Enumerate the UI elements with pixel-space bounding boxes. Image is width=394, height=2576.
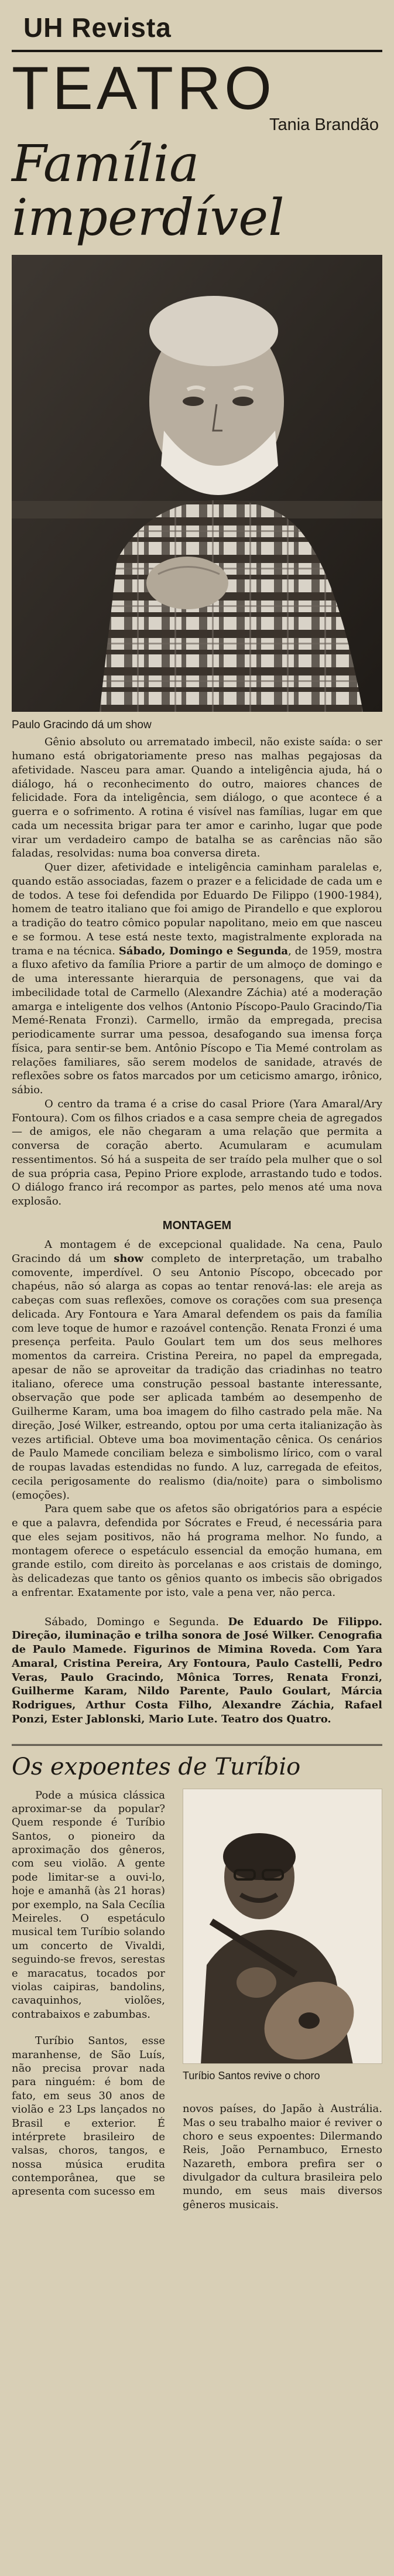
text-run: A montagem é de excepcional qualidade. Na cena, Paulo Gracindo dá um <box>12 1238 382 1265</box>
second-article <box>12 1789 382 2374</box>
paragraph: Pode a música clássica aproximar-se da popular? Quem responde é Turíbio Santos, o pioneiro da aproximação dos gêneros, com seu violão. A gente pode limitar-se a ouvi-lo, hoje e amanhã (às 21 horas) por exemplo, na Sala Cecília Meireles. O espetáculo musical tem Turíbio solando um concerto de Vivaldi, seguindo-se frevos, serestas e maracatus, tocados por violas caipiras, bandolins, cavaquinhos, violões, contrabaixos e zabumbas. <box>12 1789 165 2021</box>
subhead: MONTAGEM <box>162 1219 232 1232</box>
article-body <box>12 735 382 1599</box>
paragraph: Para quem sabe que os afetos são obrigatórios para a espécie e que a palavra, defendida por Sócrates e Freud, é necessária para que eles sejam positivos, não há programa melhor. No fundo, a montagem oferece o espetáculo essencial da emoção humana, em grande estilo, com direito às porcelanas e aos cristais de domingo, às delicadezas que tanto os gênios quanto os imbecis são obrigados a enfrentar. Exatamente por isto, vale a pena ver, não perca. <box>12 1503 382 1599</box>
play-credits <box>12 1615 382 1727</box>
credits-list: De Eduardo De Filippo. Direção, iluminação e trilha sonora de José Wilker. Cenografia de Paulo Mamede. Figurinos de Mimina Roveda. Com Yara Amaral, Cristina Pereira, Ary Fontoura, Paulo Castelli, Pedro Veras, Paulo Gracindo, Mônica Torres, Renata Fronzi, Guilherme Karam, Nildo Parente, Paulo Goulart, Márcia Rodrigues, Arthur Costa Filho, Alexandre Záchia, Rafael Ponzi, Ester Jablonski, Mario Lute. Teatro dos Quatro. <box>12 1615 382 1725</box>
play-title: Sábado, Domingo e Segunda <box>118 944 289 957</box>
second-article-right-column <box>183 1789 382 2212</box>
section-title: TEATRO <box>12 54 276 122</box>
paragraph: novos países, do Japão à Austrália. Mas o seu trabalho maior é reviver o choro e seus expoentes: Dilermando Reis, João Pernambuco, Ernesto Nazareth, embora prefira ser o divulgador da cultura brasileira pelo mundo, em seus mais diversos gêneros musicais. <box>183 2103 382 2211</box>
text-emphasis: show <box>114 1252 143 1265</box>
paragraph <box>12 1238 382 1502</box>
portrait-image <box>12 255 382 712</box>
divider <box>12 1744 382 1746</box>
photo-caption: Paulo Gracindo dá um show <box>12 719 152 732</box>
photo-turibio-santos <box>183 1789 382 2064</box>
paragraph: Gênio absoluto ou arrematado imbecil, não existe saída: o ser humano está obrigatoriamente preso nas malhas pegajosas da afetividade. Nasceu para amar. Quando a inteligência ajuda, há o diálogo, há o reconhecimento do outro, maiores chances de felicidade. Fora da inteligência, sem diálogo, o que acontece é a guerra e o sofrimento. A rotina é visível nas famílias, lugar em que cada um necessita brigar para ter amor e carinho, lugar que pode virar um verdadeiro campo de batalha se as carências não são faladas, resolvidas: numa boa conversa direta. <box>12 736 382 860</box>
second-article-title: Os expoentes de Turíbio <box>12 1753 301 1780</box>
second-article-left-column <box>12 1789 165 2199</box>
publication-kicker: UH Revista <box>23 12 172 43</box>
text-run: Sábado, Domingo e Segunda. <box>44 1615 228 1628</box>
byline: Tania Brandão <box>269 115 379 134</box>
paragraph: Turíbio Santos, esse maranhense, de São Luís, não precisa provar nada para ninguém: é bom de fato, em seus 30 anos de violão e 23 Lps lançados no Brasil e exterior. É intérprete brasileiro de valsas, choros, tangos, e nossa música erudita contemporânea, que se apresenta com sucesso em <box>12 2035 165 2198</box>
headline: Família imperdível <box>12 134 285 248</box>
paragraph: O centro da trama é a crise do casal Priore (Yara Amaral/Ary Fontoura). Com os filhos criados e a casa sempre cheia de agregados — de amigos, ele não chegaram a uma relação que permita a conversa de coração aberto. Acumularam e acumulam ressentimentos. Só há a suspeita de ser traído pela mulher que o sol de sua própria casa, Pepino Priore explode, arrastando tudo e todos. O diálogo franco irá recompor as partes, pelo menos até uma nova explosão. <box>12 1097 382 1208</box>
text-run: Quer dizer, afetividade e inteligência caminham paralelas e, quando estão associadas, fazem o prazer e a felicidade de cada um e de todos. A tese foi defendida por Eduardo De Filippo (1900-1984), homem de teatro italiano que foi amigo de Pirandello e que explorou a tradição do teatro cômico popular napolitano, meio em que nasceu e se formou. A tese está neste texto, magistralmente explorada na trama e na técnica. <box>12 861 382 957</box>
text-run: , de 1959, mostra a fluxo afetivo da família Priore a partir de um almoço de domingo e de uma interessante hierarquia de personagens, que vai da imbecilidade total de Carmello (Alexandre Záchia) até a moderação amarga e inteligente dos velhos (Antonio Píscopo-Paulo Gracindo/Tia Memé-Renata Fronzi). Carmello, irmão da empregada, precisa periodicamente surrar uma pessoa, desafogando sua imensa força física, para sentir-se bem. Antônio Píscopo e Tia Memé controlam as relações familiares, são serem modelos de sanidade, através de reflexões sobre os fatos marcados por um ceticismo amargo, irônico, sábio. <box>12 944 382 1097</box>
text-run: completo de interpretação, um trabalho comovente, imperdível. O seu Antonio Píscopo, obcecado por chapéus, não só alarga as copas ao tentar renová-las: ele areja as cabeças com suas reflexões, comove os corações com sua presença delicada. Ary Fontoura e Yara Amaral defendem os pais da família com leve toque de humor e razoável contenção. Renata Fronzi é uma presença perfeita. Paulo Goulart tem um dos seus melhores momentos da carreira. Cristina Pereira, no papel da empregada, apesar de não se aproveitar da tradição das criadinhas no teatro italiano, oferece uma construção pessoal bastante interessante, observação que pode ser aplicada também ao desempenho de Guilherme Karam, uma boa imagem do filho castrado pela mãe. Na direção, José Wilker, estreando, optou por uma certa italianização às vezes artificial. Obteve uma boa movimentação cênica. Os cenários de Paulo Mamede conciliam beleza e simbolismo lírico, com o varal de roupas lavadas estendidas no fundo. A luz, carregada de efeitos, cecila perigosamente do realismo (dia/noite) para o simbolismo (emoções). <box>12 1252 382 1502</box>
photo-caption: Turíbio Santos revive o choro <box>183 2069 320 2082</box>
second-article-tail <box>183 2102 382 2212</box>
photo-paulo-gracindo <box>12 255 382 712</box>
paragraph <box>12 861 382 1097</box>
guitarist-image <box>183 1789 382 2064</box>
section-header <box>12 50 382 135</box>
